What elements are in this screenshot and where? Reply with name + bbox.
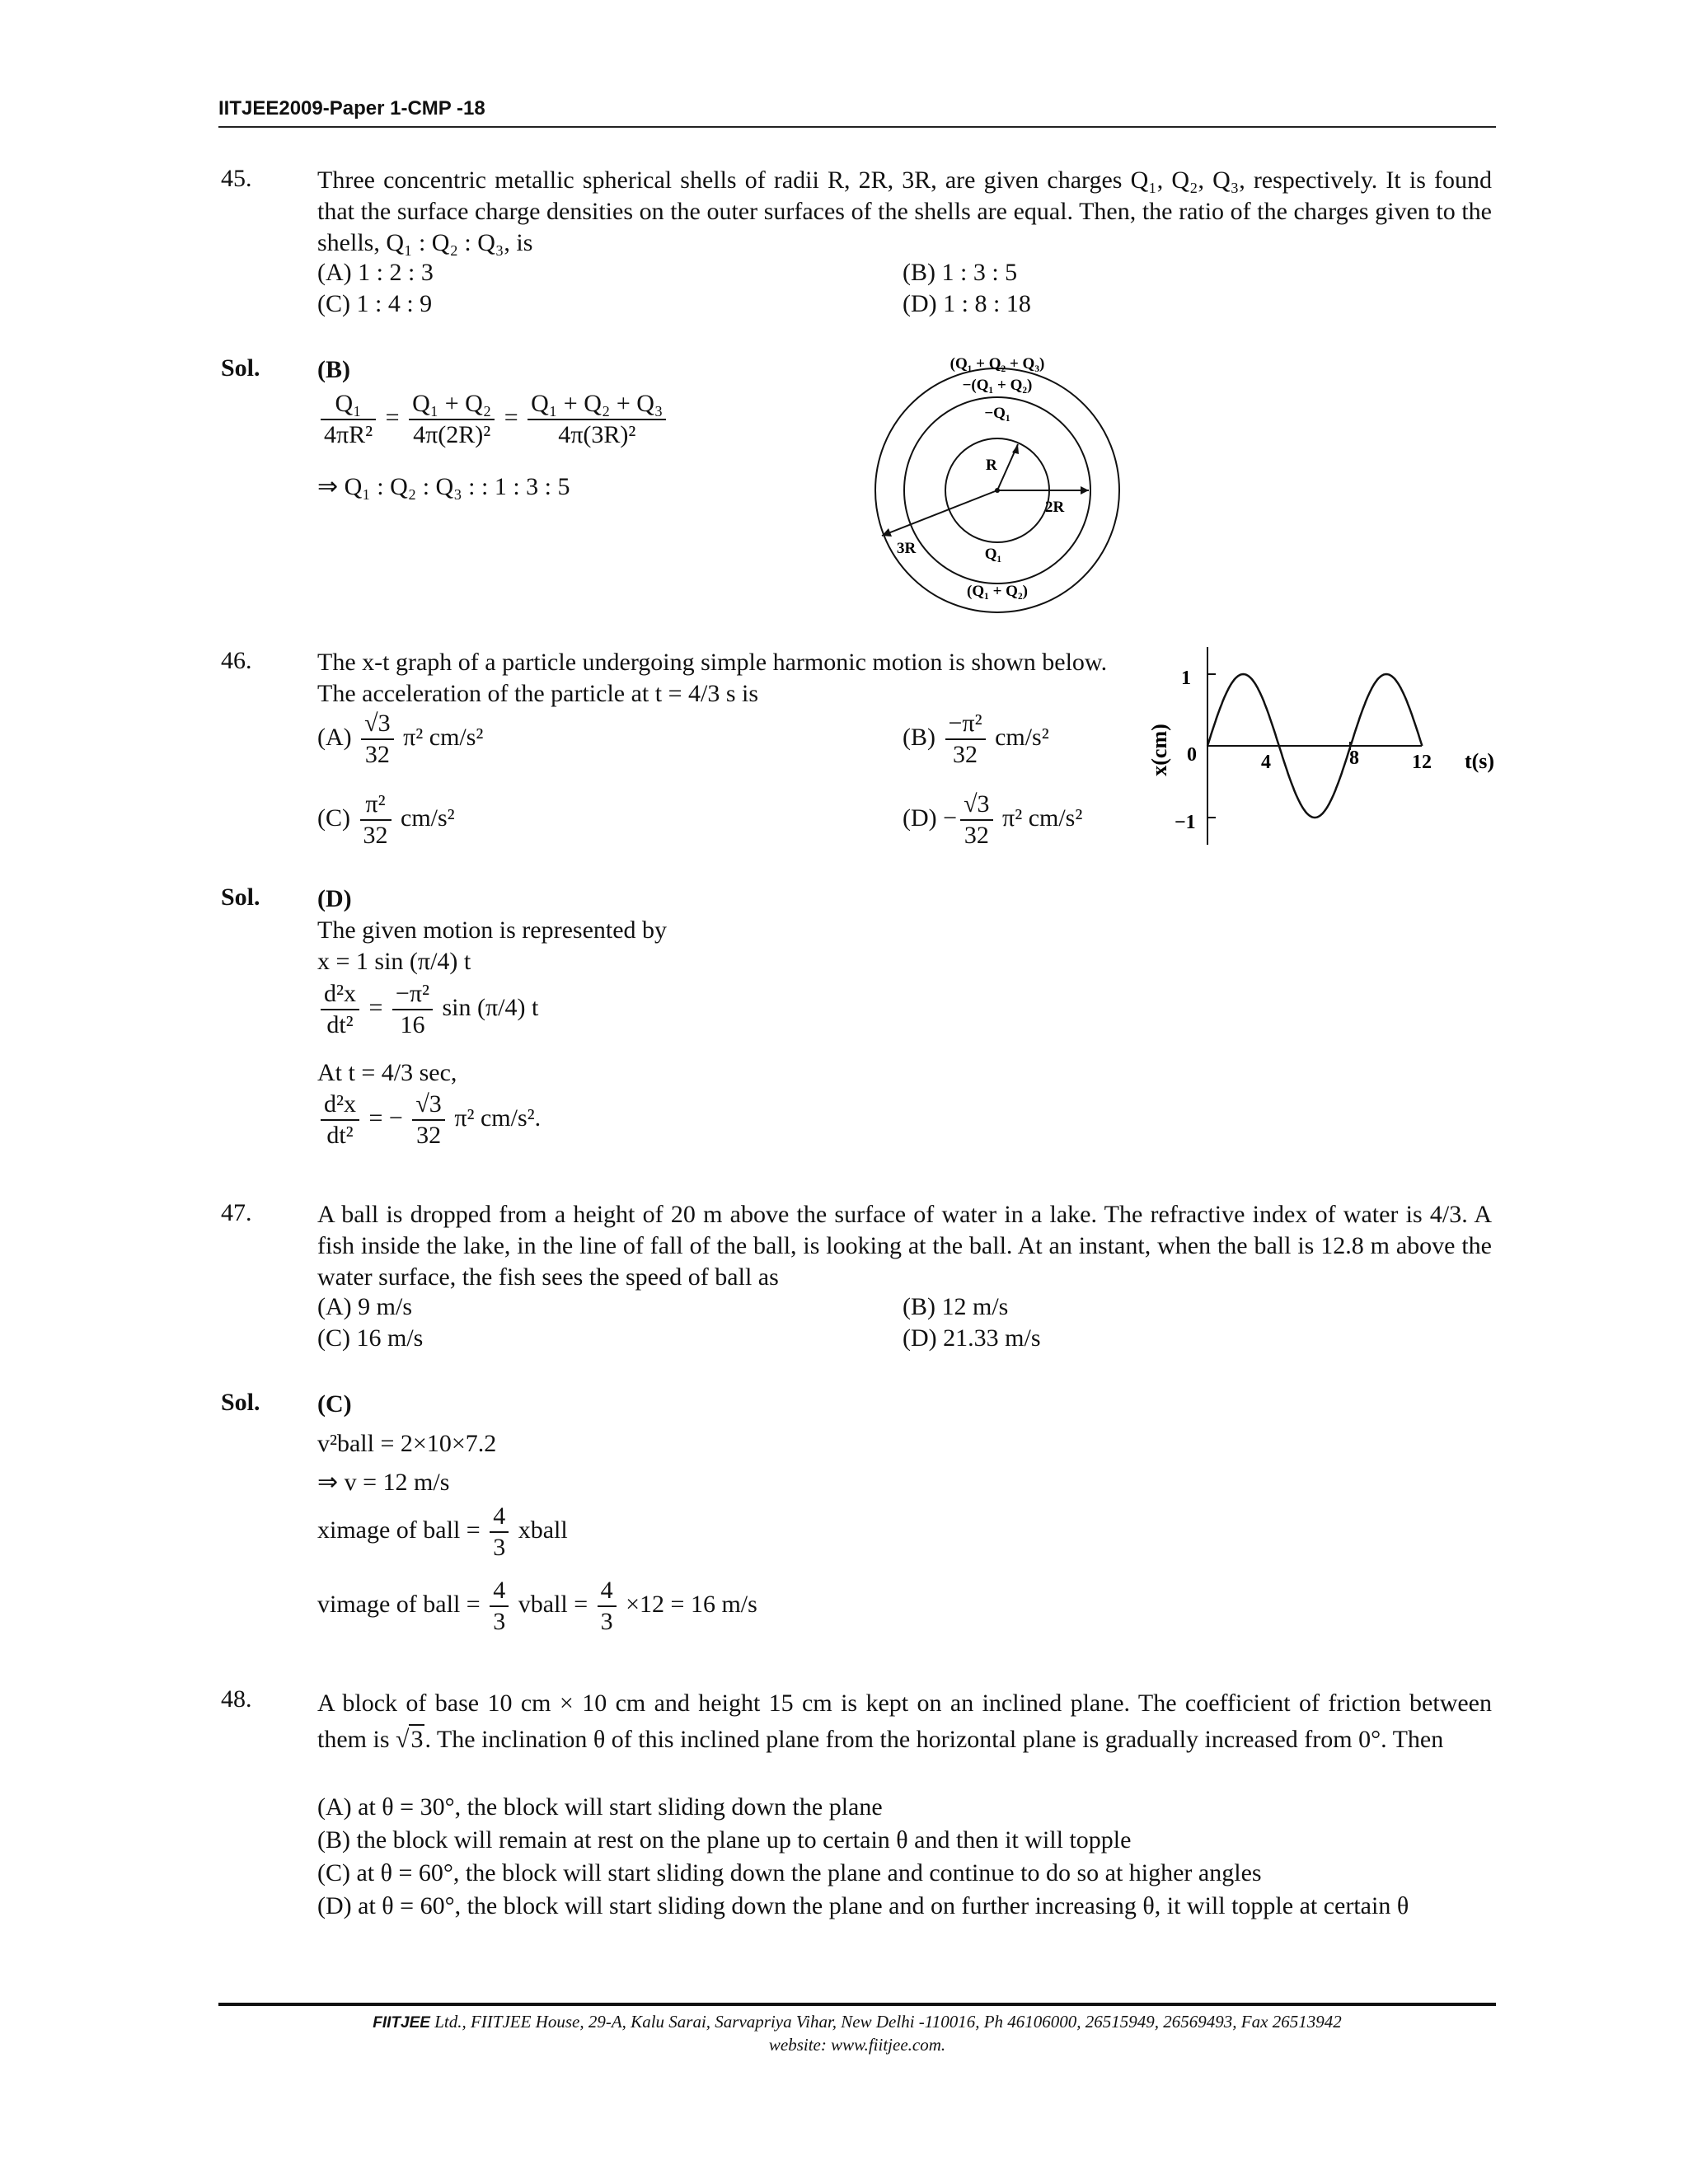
x-tick-4: 4 — [1261, 752, 1271, 773]
y-tick-1: 1 — [1181, 668, 1191, 689]
q45-text: Three concentric metallic spherical shells of radii R, 2R, 3R, are given charges Q₁, Q₂, Q₃, respectively. It is found that the surface charge densities on the outer surfaces of the shells are equal. Then, the ratio of the charges given to the shells, Q₁ : Q₂ : Q₃, is — [317, 166, 1492, 256]
q45-option-d: (D) 1 : 8 : 18 — [903, 290, 1031, 317]
expression-tail: π² cm/s². — [454, 1104, 542, 1132]
frac-denominator: 32 — [363, 822, 388, 849]
expression-tail: xball — [518, 1516, 568, 1544]
q48-number: 48. — [221, 1685, 252, 1713]
expression-lhs: vimage of ball = — [317, 1590, 481, 1618]
q46-option-b — [903, 709, 1049, 770]
frac-numerator: −π² — [392, 979, 433, 1010]
frac-denominator: 3 — [493, 1608, 506, 1635]
q48-text-part-1: A block of base 10 cm × 10 cm and height 15 cm is kept on an inclined plane. The coefficient of friction between them is — [317, 1690, 1492, 1753]
frac-denominator: dt² — [326, 1011, 354, 1038]
frac-numerator: √3 — [960, 790, 992, 821]
option-unit: π² cm/s² — [403, 723, 484, 751]
option-unit: cm/s² — [995, 723, 1049, 751]
page-header: IITJEE2009-Paper 1-CMP -18 — [218, 97, 485, 120]
q46-number: 46. — [221, 647, 252, 674]
q47-option-b: (B) 12 m/s — [903, 1293, 1009, 1320]
x-tick-12: 12 — [1412, 752, 1432, 773]
expression-sign: = − — [368, 1104, 403, 1132]
radius-3r-label: 3R — [897, 540, 917, 557]
frac-denominator: 4π(2R)² — [413, 421, 491, 448]
coefficient-fraction — [412, 1090, 444, 1151]
footer-address: Ltd., FIITJEE House, 29-A, Kalu Sarai, Sarvapriya Vihar, New Delhi -110016, Ph 46106000, 26515949, 26569493, Fax 26513942 — [434, 2012, 1342, 2032]
frac-numerator: π² — [360, 790, 392, 821]
q45-frac-2 — [409, 389, 495, 450]
frac-numerator: 4 — [490, 1576, 509, 1607]
frac-denominator: dt² — [326, 1122, 354, 1149]
derivative-fraction — [321, 1090, 359, 1151]
frac-numerator: d²x — [321, 1090, 359, 1121]
q47-answer: (C) — [317, 1390, 352, 1418]
y-tick-0: 0 — [1187, 744, 1197, 766]
q46-sol-line-3: At t = 4/3 sec, — [317, 1059, 457, 1086]
frac-numerator: 4 — [490, 1502, 509, 1533]
index-fraction — [598, 1576, 617, 1637]
option-label: (C) — [317, 804, 350, 832]
option-label: (B) — [903, 723, 935, 751]
option-fraction — [361, 709, 393, 770]
q48-text: A block of base 10 cm × 10 cm and height 15 cm is kept on an inclined plane. The coefficient of friction between them is √3. The inclination θ of this inclined plane from the horizontal plane is gradually increased from 0°. Then — [317, 1690, 1492, 1753]
q46-sol-derivative-2 — [317, 1090, 977, 1151]
q47-sol-line-1: v²ball = 2×10×7.2 — [317, 1430, 497, 1457]
frac-denominator: 32 — [953, 741, 978, 768]
q46-sol-line-1: The given motion is represented by — [317, 916, 668, 944]
frac-denominator: 3 — [493, 1534, 506, 1561]
option-sign: − — [943, 804, 958, 832]
y-tick-minus-1: −1 — [1175, 812, 1196, 833]
option-unit: cm/s² — [401, 804, 455, 832]
q46-sol-line-2: x = 1 sin (π/4) t — [317, 948, 471, 975]
q47-option-c: (C) 16 m/s — [317, 1324, 424, 1352]
frac-denominator: 32 — [364, 741, 390, 768]
q46-answer: (D) — [317, 885, 352, 912]
footer-divider — [218, 2003, 1496, 2006]
expression-lhs: ximage of ball = — [317, 1516, 481, 1544]
q48-option-d: (D) at θ = 60°, the block will start sliding down the plane and on further increasing θ, it will topple at certain θ — [317, 1892, 1409, 1919]
expression-mid: vball = — [518, 1590, 588, 1618]
q45-answer: (B) — [317, 356, 350, 383]
inner-inner-charge-label: −Q₁ — [984, 405, 1010, 422]
q46-option-a — [317, 709, 483, 770]
frac-numerator: √3 — [412, 1090, 444, 1121]
y-axis-label: x(cm) — [1147, 724, 1171, 776]
q47-option-d: (D) 21.33 m/s — [903, 1324, 1041, 1352]
option-fraction — [360, 790, 392, 851]
frac-denominator: 16 — [400, 1011, 425, 1038]
coefficient-fraction — [392, 979, 433, 1040]
outer-charge-label: (Q₁ + Q₂ + Q₃) — [950, 355, 1045, 373]
q45-option-b: (B) 1 : 3 : 5 — [903, 259, 1018, 286]
q48-text-part-2: . The inclination θ of this inclined plane from the horizontal plane is gradually increased from 0°. Then — [424, 1726, 1444, 1753]
middle-outer-charge-label: (Q₁ + Q₂) — [967, 583, 1028, 600]
q47-option-a: (A) 9 m/s — [317, 1293, 412, 1320]
q45-number: 45. — [221, 165, 252, 192]
q46-option-c — [317, 790, 455, 851]
q48-option-c: (C) at θ = 60°, the block will start sliding down the plane and continue to do so at higher angles — [317, 1859, 1262, 1886]
q45-frac-1 — [321, 389, 376, 450]
frac-denominator: 3 — [600, 1608, 613, 1635]
x-tick-8: 8 — [1349, 748, 1359, 769]
frac-numerator: Q₁ + Q₂ + Q₃ — [528, 389, 666, 420]
q48-option-a: (A) at θ = 30°, the block will start sliding down the plane — [317, 1793, 883, 1821]
q45-frac-3 — [528, 389, 666, 450]
option-fraction — [945, 709, 986, 770]
q47-text: A ball is dropped from a height of 20 m above the surface of water in a lake. The refractive index of water is 4/3. A fish inside the lake, in the line of fall of the ball, is looking at the ball. At an instant, when the ball is 12.8 m above the water surface, the fish sees the speed of ball as — [317, 1201, 1492, 1291]
q47-sol-label: Sol. — [221, 1389, 260, 1416]
frac-numerator: −π² — [945, 709, 986, 740]
q45-option-a: (A) 1 : 2 : 3 — [317, 259, 434, 286]
frac-numerator: 4 — [598, 1576, 617, 1607]
radius-2r-label: 2R — [1045, 499, 1065, 516]
footer-website: website: www.fiitjee.com. — [768, 2035, 946, 2055]
frac-numerator: √3 — [361, 709, 393, 740]
arrowhead-icon — [1081, 486, 1089, 494]
expression-tail: sin (π/4) t — [442, 993, 539, 1021]
derivative-fraction — [321, 979, 359, 1040]
frac-numerator: Q₁ + Q₂ — [409, 389, 495, 420]
q47-sol-line-2: ⇒ v = 12 m/s — [317, 1469, 450, 1496]
q48-option-b: (B) the block will remain at rest on the plane up to certain θ and then it will topple — [317, 1826, 1132, 1854]
option-unit: π² cm/s² — [1002, 804, 1083, 832]
frac-denominator: 4πR² — [324, 421, 373, 448]
frac-denominator: 4π(3R)² — [558, 421, 636, 448]
inner-outer-charge-label: Q₁ — [984, 546, 1002, 563]
frac-denominator: 32 — [416, 1122, 442, 1149]
footer-line-1 — [218, 2011, 1496, 2034]
arrowhead-icon — [1012, 444, 1019, 454]
q46-option-d — [903, 790, 1082, 851]
index-fraction — [490, 1576, 509, 1637]
q45-result: ⇒ Q₁ : Q₂ : Q₃ : : 1 : 3 : 5 — [317, 473, 570, 500]
radius-r-label: R — [986, 457, 997, 474]
x-axis-label: t(s) — [1464, 749, 1495, 773]
frac-denominator: 32 — [964, 822, 989, 849]
sqrt-value: 3 — [410, 1726, 424, 1753]
q45-equation: $\frac{\text{Q₁}}{\text{4πR²}}$ = $\frac{\text{Q₁ + Q₂}}{\text{4π(2R)²}}$ = $\frac{\text{Q₁ + Q₂ + Q₃}}{\text{4π(3R)²}}$ — [317, 389, 812, 450]
frac-numerator: Q₁ — [321, 389, 376, 420]
q46-sol-derivative-1: $\frac{\text{d²x}}{\text{dt²}}$ = $\frac{\text{−π²}}{16}$ sin (π/4) t — [317, 979, 977, 1040]
concentric-shells-diagram — [865, 350, 1137, 614]
q45-sol-label: Sol. — [221, 354, 260, 382]
q45-option-c: (C) 1 : 4 : 9 — [317, 290, 433, 317]
q46-sol-label: Sol. — [221, 883, 260, 911]
q47-sol-line-3 — [317, 1502, 977, 1563]
expression-tail: ×12 = 16 m/s — [626, 1590, 757, 1618]
q47-sol-line-4 — [317, 1576, 977, 1637]
q47-number: 47. — [221, 1199, 252, 1226]
middle-inner-charge-label: −(Q₁ + Q₂) — [962, 377, 1033, 394]
radius-3r-line — [882, 490, 997, 536]
page-footer — [218, 2011, 1496, 2055]
option-label: (A) — [317, 723, 352, 751]
fiitjee-logo: FIITJEE — [373, 2014, 430, 2032]
frac-numerator: d²x — [321, 979, 359, 1010]
header-divider — [218, 126, 1496, 128]
sine-xt-graph — [1147, 639, 1504, 853]
option-fraction — [960, 790, 992, 851]
option-label: (D) — [903, 804, 937, 832]
index-fraction — [490, 1502, 509, 1563]
q46-text: The x-t graph of a particle undergoing simple harmonic motion is shown below. The acceleration of the particle at t = 4/3 s is — [317, 649, 1108, 707]
